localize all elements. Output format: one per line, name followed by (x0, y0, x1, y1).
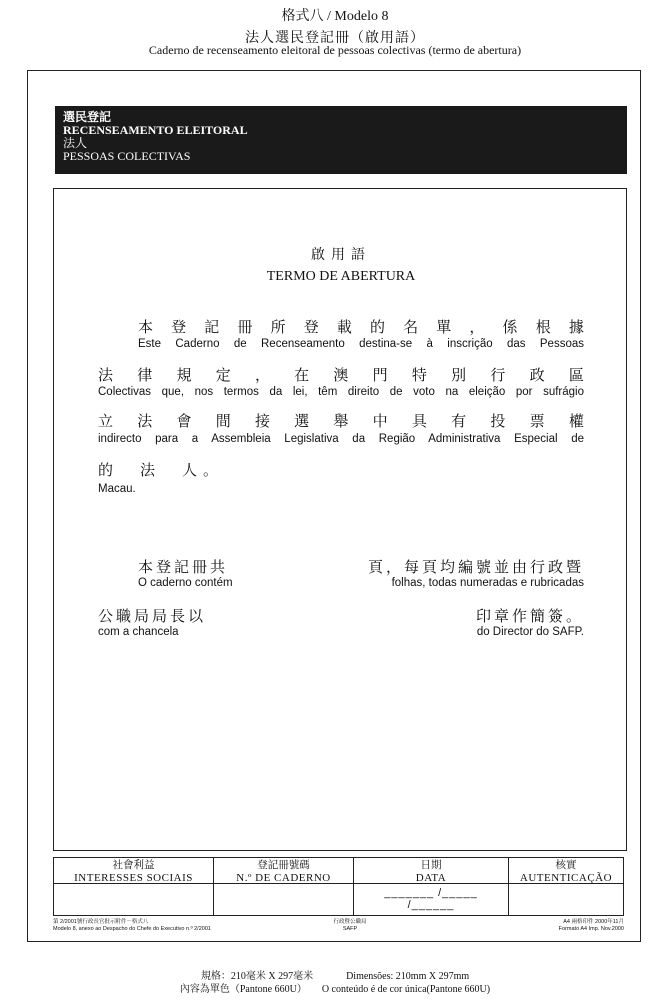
caderno-number-field[interactable] (214, 884, 353, 915)
col-header-pt: AUTENTICAÇÃO (519, 872, 613, 884)
authentication-field[interactable] (509, 884, 623, 915)
small-print-left-2: Modelo 8, anexo ao Despacho do Chefe do Executivo n.º 2/2001 (53, 926, 211, 932)
term-zh-char: 權 (568, 414, 584, 430)
term-zh-char: 別 (451, 368, 467, 384)
term-heading-pt: TERMO DE ABERTURA (266, 269, 416, 284)
col-header-zh: 社會利益 (112, 860, 155, 871)
closing-right2-zh: 印章作簡簽。 (475, 609, 584, 625)
form-title-zh: 法人選民登記冊（啟用語） (245, 31, 425, 46)
social-interests-field[interactable] (54, 884, 213, 915)
small-print-right-1: A4 兩格印件 2000年11月 (563, 919, 624, 925)
term-zh-char: 澳 (333, 368, 349, 384)
term-zh-char: 區 (568, 368, 584, 384)
term-zh-char: 舉 (333, 414, 349, 430)
term-zh-line-2 (98, 364, 584, 385)
model-number: 格式八 / Modelo 8 (281, 9, 389, 24)
closing-right2-pt: do Director do SAFP. (476, 626, 584, 638)
registration-table (53, 857, 624, 916)
term-zh-char: 本 (138, 320, 154, 336)
date-field[interactable] (354, 884, 508, 915)
column-authentication (509, 858, 623, 915)
term-zh-char: 律 (137, 368, 153, 384)
term-zh-line-3 (98, 410, 584, 431)
term-zh-char: 記 (204, 320, 220, 336)
term-zh-char: 在 (294, 368, 310, 384)
term-zh-char: ， (469, 320, 485, 336)
term-zh-char: 據 (568, 320, 584, 336)
term-zh-char: 有 (451, 414, 467, 430)
small-print-center-1: 行政暨公職局 (333, 919, 367, 925)
banner-line2-pt: PESSOAS COLECTIVAS (63, 149, 191, 163)
term-zh-char: 係 (502, 320, 518, 336)
date-placeholder: _______ /_____ /______ (384, 887, 478, 911)
closing-right1-pt: folhas, todas numeradas e rubricadas (391, 577, 584, 589)
term-zh-char: 規 (176, 368, 192, 384)
term-pt-line-2: Colectivas que, nos termos da lei, têm direito de voto na eleição por sufrágio (98, 386, 584, 398)
footer-dimensions-zh: 規格：210毫米 X 297毫米 (200, 971, 314, 982)
col-header-pt: INTERESSES SOCIAIS (74, 872, 193, 884)
small-print-left-1: 第 2/2001號行政長官批示附件－格式八 (53, 919, 149, 925)
term-zh-char: 特 (411, 368, 427, 384)
column-caderno-number (214, 858, 354, 915)
term-zh-char: 名 (403, 320, 419, 336)
term-zh-char: 定 (215, 368, 231, 384)
closing-left2-zh: 公職局局長以 (98, 609, 207, 625)
small-print-center (290, 919, 410, 933)
term-zh-char: 法 (137, 414, 153, 430)
footer-color-pt: O conteúdo é de cor única(Pantone 660U) (321, 984, 491, 995)
term-heading-zh: 啟用語 (311, 248, 371, 263)
banner-line1-pt: RECENSEAMENTO ELEITORAL (63, 123, 248, 137)
column-date (354, 858, 509, 915)
col-header-zh: 日期 (420, 860, 442, 871)
banner-line2-zh: 法人 (63, 136, 88, 150)
term-zh-char: 立 (98, 414, 114, 430)
term-zh-line-1 (138, 316, 584, 337)
term-zh-char: 的 (369, 320, 385, 336)
term-zh-char: 單 (436, 320, 452, 336)
term-zh-line-4: 的 法 人。 (98, 463, 225, 479)
term-zh-char: 會 (176, 414, 192, 430)
term-zh-char: 中 (372, 414, 388, 430)
small-print-right (559, 919, 624, 933)
term-box (53, 188, 627, 851)
closing-left2-pt: com a chancela (98, 626, 179, 638)
term-zh-char: 登 (171, 320, 187, 336)
closing-right1-zh: 頁，每頁均編號並由行政暨 (367, 560, 584, 576)
term-zh-char: 冊 (237, 320, 253, 336)
term-pt-line-1: Este Caderno de Recenseamento destina-se à inscrição das Pessoas (138, 338, 584, 350)
term-zh-char: ， (254, 368, 270, 384)
term-zh-char: 政 (529, 368, 545, 384)
col-header-pt: N.º DE CADERNO (236, 872, 331, 884)
col-header-pt: DATA (415, 872, 447, 884)
small-print-center-2: SAFP (342, 926, 358, 932)
term-zh-char: 具 (411, 414, 427, 430)
term-zh-char: 接 (254, 414, 270, 430)
small-print-left (53, 919, 211, 933)
term-zh-char: 載 (336, 320, 352, 336)
term-zh-char: 登 (303, 320, 319, 336)
term-zh-char: 票 (529, 414, 545, 430)
footer-color-zh: 內容為單色（Pantone 660U） (179, 984, 307, 995)
footer-dimensions-pt: Dimensões: 210mm X 297mm (346, 971, 470, 982)
term-zh-char: 法 (98, 368, 114, 384)
term-zh-char: 根 (535, 320, 551, 336)
term-zh-char: 選 (294, 414, 310, 430)
closing-left1-zh: 本登記冊共 (138, 560, 229, 576)
footer-color (0, 980, 670, 995)
banner (55, 106, 627, 174)
term-zh-char: 行 (490, 368, 506, 384)
term-zh-char: 門 (372, 368, 388, 384)
column-social-interests (54, 858, 214, 915)
col-header-zh: 登記冊號碼 (257, 860, 310, 871)
term-pt-line-3: indirecto para a Assembleia Legislativa da Região Administrativa Especial de (98, 433, 584, 445)
col-header-zh: 核實 (555, 860, 577, 871)
banner-line1-zh: 選民登記 (63, 110, 112, 124)
term-pt-line-4: Macau. (98, 483, 136, 495)
term-zh-char: 間 (215, 414, 231, 430)
form-title-pt: Caderno de recenseamento eleitoral de pessoas colectivas (termo de abertura) (148, 43, 522, 57)
closing-left1-pt: O caderno contém (138, 577, 233, 589)
term-zh-char: 投 (490, 414, 506, 430)
small-print-right-2: Formato A4 Imp. Nov.2000 (558, 926, 624, 932)
term-zh-char: 所 (270, 320, 286, 336)
